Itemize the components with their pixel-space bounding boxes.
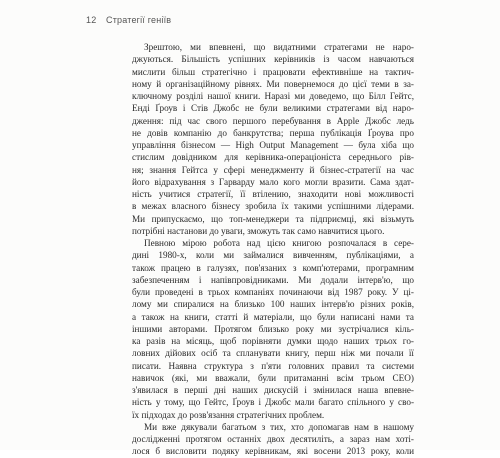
running-header [86, 15, 171, 25]
page-number: 12 [86, 15, 97, 25]
text-line: ключному розділі нашої книги. Наразі ми доведемо, що Білл Гейтс, [132, 91, 414, 101]
text-line: Зрештою, ми впевнені, що видатними стратегами не наро- [144, 42, 414, 52]
text-line: дження: під час свого першого перебування в Apple Джобс ледь [132, 115, 414, 126]
text-line: ність учитися стратегії, її втілению, знаходити нові можливості [132, 189, 414, 199]
text-line: писати. Наявна структура з п'яти головних правил та системи [132, 360, 414, 371]
text-line: Ми вже дякували багатьом з тих, хто допомагав нам в нашому [144, 421, 414, 432]
text-line: були проведені в трьох компаніях починаючи від 1987 року. У ці- [132, 287, 414, 297]
text-line: навичок (які, ми вважали, були притаманні всім трьом CEO) [132, 372, 414, 383]
running-title: Стратегії геніїв [106, 15, 172, 25]
text-line: дині 1980-х, коли ми займалися вивченням, публікаціями, а [132, 250, 414, 261]
text-line: ня; знання Гейтса у сфері менеджменту й бізнес-стратегії на час [132, 164, 414, 175]
text-line: управління бізнесом — High Output Management — була хіба що [132, 140, 414, 150]
text-line: ному й організаційному рівнях. Ми повернемося до цієї теми в за- [132, 78, 414, 89]
text-line: його відрахування з Гарварду мало кого могли вразити. Cама здат- [132, 176, 414, 187]
text-line: Ми припускаємо, що топ-менеджери та підприємці, які візьмуть [132, 213, 414, 224]
body-text [132, 41, 414, 458]
text-line: джуються. Більшість успішних керівників із часом навчаються [132, 54, 414, 65]
text-line: ність у тому, що Гейтс, Ґроув і Джобс мали багато спільного у сво- [132, 397, 414, 408]
text-line: також працею в галузях, пов'язаних з комп'ютерами, програмним [132, 262, 414, 273]
text-line: ловних дійових осіб та спланувати книгу, перш ніж ми почали її [132, 348, 414, 359]
text-line: Енді Ґроув і Стів Джобс не були великими стратегами від наро- [132, 103, 414, 114]
text-line: лося б висловити подяку керівникам, які восени 2013 року, коли [132, 446, 414, 457]
text-line: ка разів на місяць, щоб порівняти думки щодо наших трьох го- [132, 336, 414, 346]
text-line: Певною мірою робота над цією книгою розпочалася в сере- [144, 238, 414, 248]
text-line: мислити більш стратегічно і працювати ефективніше на тактич- [132, 66, 414, 77]
text-line: а також на книги, статті й матеріали, що були написані нами та [132, 311, 414, 322]
text-line: забезпеченням і напівпровідниками. Ми додали інтерв'ю, що [132, 274, 414, 285]
text-line: лому ми спиралися на близько 100 наших інтерв'ю різних років, [132, 299, 414, 310]
text-line: їх підходах до розв'язання стратегічних проблем. [132, 409, 325, 420]
text-line: іншими авторами. Протягом близько року ми зустрічалися кіль- [132, 323, 414, 334]
text-line: в межах власного бізнесу зробила їх такими успішними лідерами. [132, 201, 414, 212]
text-line: потрібні настанови до уваги, зможуть так само навчитися цього. [132, 225, 385, 236]
text-line: дослідженні протягом останніх двох десятиліть, а зараз нам хоті- [132, 434, 414, 444]
text-line: не довів компанію до банкрутства; перша публікація Ґроува про [132, 127, 414, 138]
text-line: з'явилася в перші дні наших дискусій і змінилася наша впевне- [132, 385, 414, 395]
text-line: стислим довідником для керівника-операціоніста середнього рів- [132, 152, 414, 163]
